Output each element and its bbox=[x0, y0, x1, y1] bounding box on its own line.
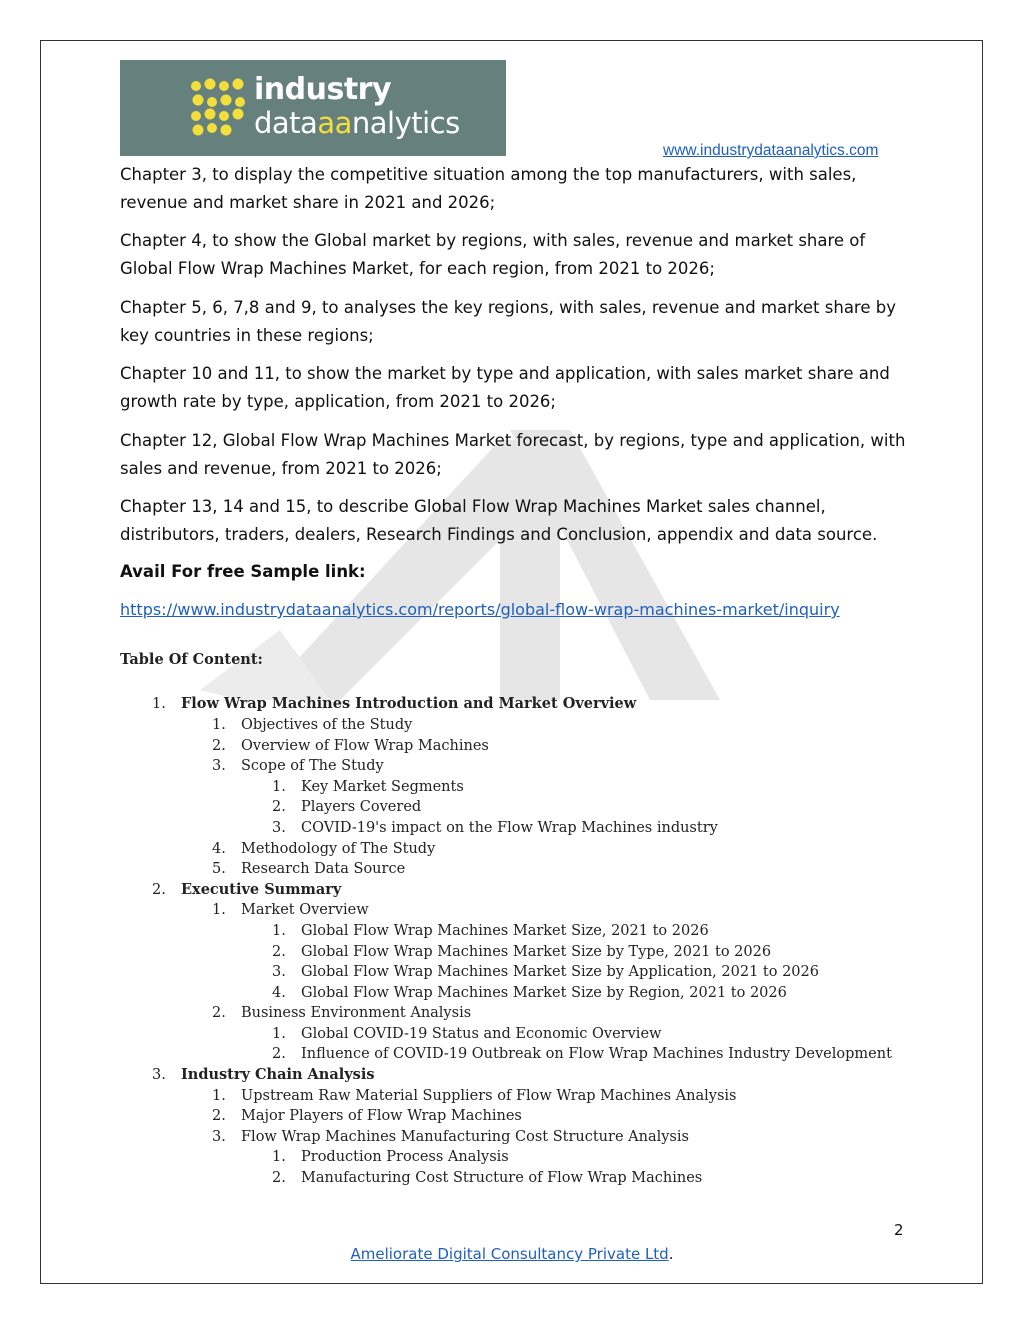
paragraph-chapter-5-9: Chapter 5, 6, 7,8 and 9, to analyses the key regions, with sales, revenue and market share by key countries in these regions; bbox=[120, 298, 896, 345]
footer-period: . bbox=[668, 1245, 674, 1263]
paragraph-chapter-4: Chapter 4, to show the Global market by regions, with sales, revenue and market share of Global Flow Wrap Machines Market, for each region, from 2021 to 2026; bbox=[120, 231, 866, 278]
toc-title: Table Of Content: bbox=[120, 651, 263, 668]
paragraph-chapter-3: Chapter 3, to display the competitive situation among the top manufacturers, with sales, revenue and market share in 2021 and 2026; bbox=[120, 165, 857, 212]
paragraph-chapter-10-11: Chapter 10 and 11, to show the market by type and application, with sales market share and growth rate by type, application, from 2021 to 2026; bbox=[120, 364, 890, 411]
company-logo bbox=[120, 60, 506, 156]
page-number: 2 bbox=[894, 1221, 904, 1239]
footer bbox=[0, 1245, 1024, 1263]
logo-wordmark-bottom: dataaanalytics bbox=[254, 106, 460, 140]
footer-company-link[interactable]: Ameliorate Digital Consultancy Private Ltd bbox=[350, 1245, 669, 1263]
sample-link-label: Avail For free Sample link: bbox=[120, 562, 366, 581]
logo-dots-icon bbox=[190, 78, 246, 136]
logo-wordmark-top: industry bbox=[254, 72, 392, 107]
website-link[interactable]: www.industrydataanalytics.com bbox=[663, 142, 879, 159]
sample-link[interactable]: https://www.industrydataanalytics.com/reports/global-flow-wrap-machines-market/inquiry bbox=[120, 600, 840, 619]
paragraph-chapter-13-15: Chapter 13, 14 and 15, to describe Global Flow Wrap Machines Market sales channel, distributors, traders, dealers, Research Findings and Conclusion, appendix and data source. bbox=[120, 497, 878, 544]
paragraph-chapter-12: Chapter 12, Global Flow Wrap Machines Market forecast, by regions, type and application, with sales and revenue, from 2021 to 2026; bbox=[120, 431, 906, 478]
